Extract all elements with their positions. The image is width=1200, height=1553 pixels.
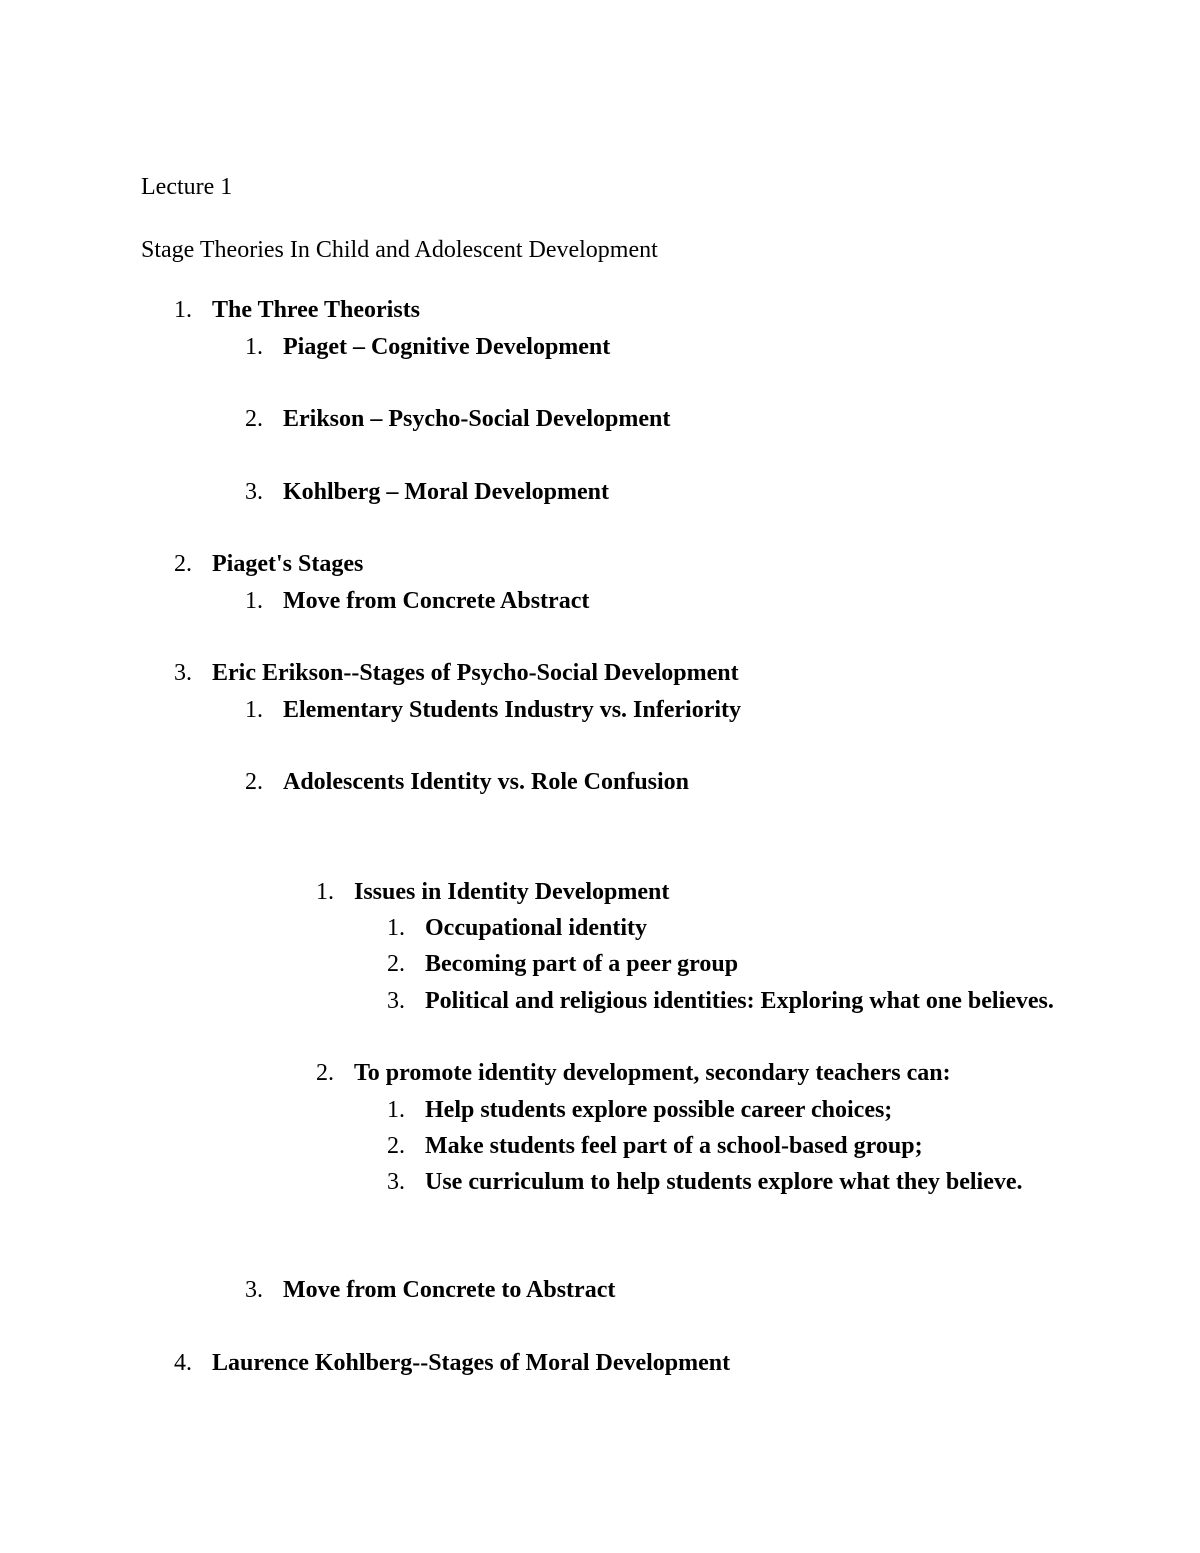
outline-item-piaget	[245, 333, 1105, 361]
list-number: 2.	[245, 769, 263, 795]
outline-item-elementary	[245, 696, 1105, 724]
list-number: 3.	[245, 1277, 263, 1303]
list-item-label: Erikson – Psycho-Social Development	[283, 406, 671, 432]
list-number: 2.	[174, 551, 192, 577]
outline-item-political-religious	[387, 987, 1067, 1019]
list-item-label: The Three Theorists	[212, 297, 421, 323]
list-item-label: Laurence Kohlberg--Stages of Moral Development	[212, 1350, 731, 1376]
outline-item-section-4	[174, 1349, 1074, 1377]
list-item-label: Occupational identity	[425, 915, 648, 941]
list-number: 2.	[316, 1060, 334, 1086]
list-item-label: Move from Concrete to Abstract	[283, 1277, 616, 1303]
list-item-label: Issues in Identity Development	[354, 879, 670, 905]
list-item-label: Kohlberg – Moral Development	[283, 479, 609, 505]
list-number: 3.	[387, 988, 405, 1014]
list-item-label: To promote identity development, secondary teachers can:	[354, 1060, 951, 1086]
list-number: 4.	[174, 1350, 192, 1376]
outline-item-section-2	[174, 550, 1074, 578]
list-number: 2.	[245, 406, 263, 432]
list-number: 1.	[245, 697, 263, 723]
outline-item-concrete-to-abstract	[245, 1276, 1105, 1304]
list-number: 3.	[245, 479, 263, 505]
outline-item-section-1	[174, 296, 1074, 324]
list-item-label: Elementary Students Industry vs. Inferiority	[283, 697, 742, 723]
outline-item-adolescents	[245, 768, 1105, 796]
document-title: Stage Theories In Child and Adolescent Development	[141, 237, 658, 263]
list-number: 1.	[316, 879, 334, 905]
outline-item-promote-identity	[316, 1059, 1076, 1087]
outline-item-kohlberg	[245, 478, 1105, 506]
list-number: 3.	[387, 1169, 405, 1195]
list-number: 3.	[174, 660, 192, 686]
list-item-label: Help students explore possible career choices;	[425, 1097, 893, 1123]
outline-item-school-group	[387, 1132, 1067, 1160]
list-number: 1.	[245, 588, 263, 614]
list-item-label: Use curriculum to help students explore what they believe.	[425, 1169, 1023, 1195]
outline-item-erikson	[245, 405, 1105, 433]
list-item-label: Political and religious identities: Exploring what one believes.	[425, 988, 1054, 1014]
list-item-label: Piaget – Cognitive Development	[283, 334, 611, 360]
outline-item-concrete-abstract	[245, 587, 1105, 615]
list-item-label: Adolescents Identity vs. Role Confusion	[283, 769, 690, 795]
list-item-label: Piaget's Stages	[212, 551, 364, 577]
list-item-label: Eric Erikson--Stages of Psycho-Social Development	[212, 660, 739, 686]
outline-item-identity-issues	[316, 878, 1076, 906]
outline-item-curriculum	[387, 1168, 1067, 1200]
list-number: 1.	[174, 297, 192, 323]
lecture-heading: Lecture 1	[141, 174, 233, 200]
list-item-label: Move from Concrete Abstract	[283, 588, 590, 614]
list-item-label: Becoming part of a peer group	[425, 951, 739, 977]
list-number: 1.	[245, 334, 263, 360]
outline-item-peer-group	[387, 950, 1067, 978]
list-number: 1.	[387, 915, 405, 941]
outline-item-section-3	[174, 659, 1074, 687]
outline-item-career-choices	[387, 1096, 1067, 1124]
list-number: 1.	[387, 1097, 405, 1123]
list-number: 2.	[387, 1133, 405, 1159]
list-number: 2.	[387, 951, 405, 977]
list-item-label: Make students feel part of a school-based group;	[425, 1133, 923, 1159]
outline-item-occupational	[387, 914, 1067, 942]
